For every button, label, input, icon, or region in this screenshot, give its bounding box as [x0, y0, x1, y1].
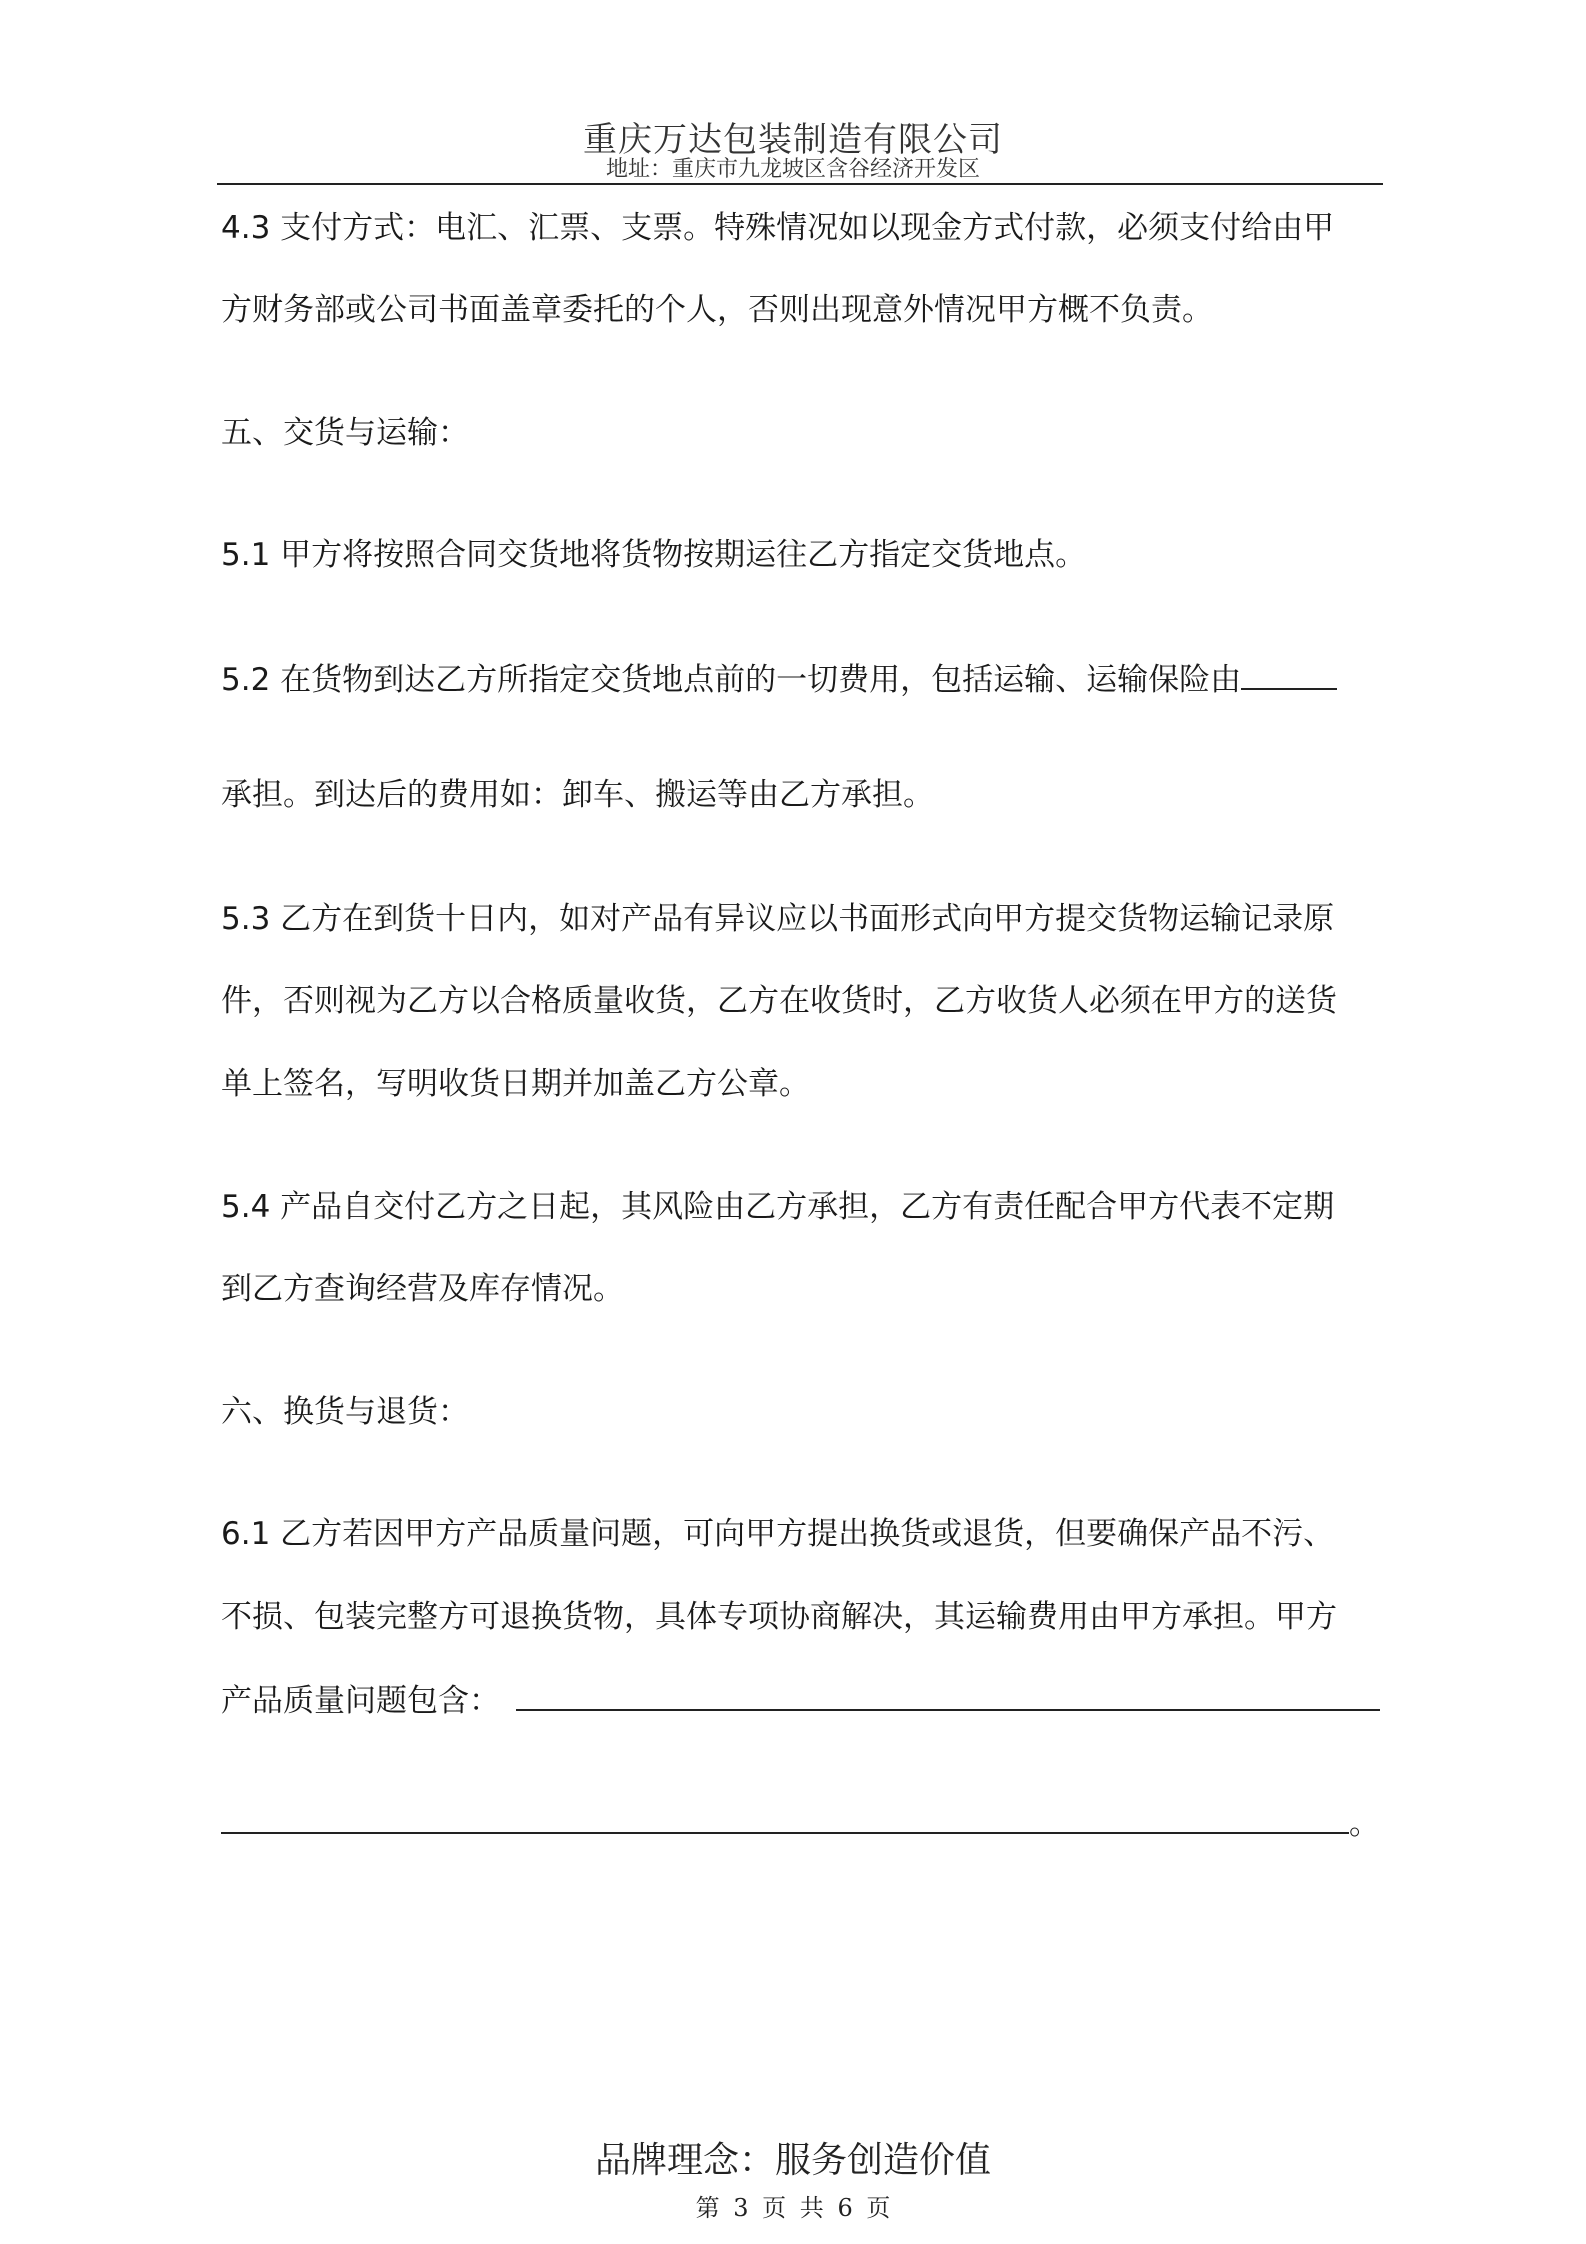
brand-motto: 品牌理念：服务创造价值 — [594, 2140, 991, 2181]
page-number: 第 3 页 共 6 页 — [695, 2194, 891, 2222]
clause-5-3-line-3: 单上签名，写明收货日期并加盖乙方公章。 — [221, 1066, 810, 1102]
clause-5-2-line-2: 承担。到达后的费用如：卸车、搬运等由乙方承担。 — [221, 777, 934, 813]
company-address: 地址：重庆市九龙坡区含谷经济开发区 — [605, 157, 980, 182]
clause-5-1: 5.1 甲方将按照合同交货地将货物按期运往乙方指定交货地点。 — [221, 537, 1087, 573]
header-divider — [217, 183, 1383, 185]
fill-in-blank-payer — [1241, 658, 1337, 690]
clause-5-4-line-2: 到乙方查询经营及库存情况。 — [221, 1271, 624, 1307]
clause-6-1-line-4 — [221, 1802, 1381, 1844]
clause-6-1-line-1: 6.1 乙方若因甲方产品质量问题，可向甲方提出换货或退货，但要确保产品不污、 — [221, 1516, 1335, 1552]
clause-5-3-line-1: 5.3 乙方在到货十日内，如对产品有异议应以书面形式向甲方提交货物运输记录原 — [221, 901, 1335, 937]
company-name: 重庆万达包装制造有限公司 — [583, 120, 1003, 160]
fill-in-blank-quality-issues-cont — [221, 1802, 1349, 1834]
clause-5-2-text: 5.2 在货物到达乙方所指定交货地点前的一切费用，包括运输、运输保险由 — [221, 662, 1242, 698]
clause-6-1-line-2: 不损、包装完整方可退换货物，具体专项协商解决，其运输费用由甲方承担。甲方 — [221, 1599, 1337, 1635]
clause-5-3-line-2: 件，否则视为乙方以合格质量收货，乙方在收货时，乙方收货人必须在甲方的送货 — [221, 983, 1337, 1019]
clause-6-1-line-3 — [221, 1679, 1381, 1721]
clause-4-3-line-1: 4.3 支付方式：电汇、汇票、支票。特殊情况如以现金方式付款，必须支付给由甲 — [221, 210, 1335, 246]
clause-6-1-end-mark: 。 — [1349, 1806, 1380, 1842]
clause-5-2-line-1 — [221, 658, 1381, 700]
section-6-heading: 六、换货与退货： — [221, 1394, 469, 1430]
clause-4-3-line-2: 方财务部或公司书面盖章委托的个人，否则出现意外情况甲方概不负责。 — [221, 292, 1213, 328]
fill-in-blank-quality-issues — [516, 1679, 1380, 1711]
clause-5-4-line-1: 5.4 产品自交付乙方之日起，其风险由乙方承担，乙方有责任配合甲方代表不定期 — [221, 1189, 1335, 1225]
clause-6-1-label: 产品质量问题包含： — [221, 1683, 500, 1719]
section-5-heading: 五、交货与运输： — [221, 415, 469, 451]
